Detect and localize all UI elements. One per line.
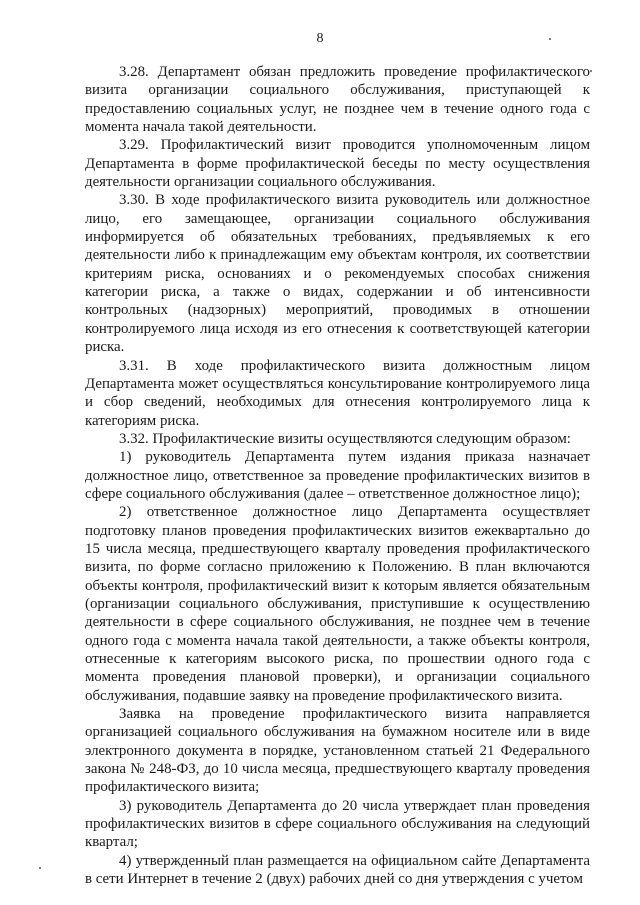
list-item-4: 4) утвержденный план размещается на официальном сайте Департамента в сети Интернет в течение 2 (двух) рабочих дней со дня утверждения с учетом (85, 852, 590, 888)
paragraph-3-29: 3.29. Профилактический визит проводится уполномоченным лицом Департамента в форме профилактической беседы по месту осуществления деятельности организации социального обслуживания. (85, 137, 590, 191)
paragraph-3-30: 3.30. В ходе профилактического визита руководитель или должностное лицо, его замещающее, организации социального обслуживания информируется об обязательных требованиях, предъявляемых к его деятельности либо к принадлежащим ему объектам контроля, их соответствии критериям риска, основаниях и о рекомендуемых способах снижения категории риска, а также о видах, содержании и об интенсивности контрольных (надзорных) мероприятий, проводимых в отношении контролируемого лица исходя из его отнесения к соответствующей категории риска. (85, 192, 590, 356)
page-number: 8 (316, 31, 324, 46)
paragraph-3-32: 3.32. Профилактические визиты осуществляются следующим образом: (119, 430, 571, 447)
list-item-1: 1) руководитель Департамента путем издания приказа назначает должностное лицо, ответственное за проведение профилактических визитов в сфере социального обслуживания (далее – ответственное должностное лицо); (85, 449, 590, 502)
scan-speck (549, 38, 551, 40)
document-body (85, 63, 590, 888)
scan-speck (39, 867, 41, 869)
paragraph-3-28: 3.28. Департамент обязан предложить проведение профилактического визита организации социального обслуживания, приступающей к предоставлению социальных услуг, не позднее чем в течение одного года с момента начала такой деятельности. (85, 64, 590, 136)
list-item-2: 2) ответственное должностное лицо Департамента осуществляет подготовку планов проведения профилактических визитов ежеквартально до 15 числа месяца, предшествующего кварталу проведения профилактического визита, по форме согласно приложению к Положению. В план включаются объекты контроля, профилактический визит к которым является обязательным (организации социального обслуживания, приступившие к осуществлению деятельности в сфере социального обслуживания, не позднее чем в течение одного года с момента начала такой деятельности, а также объекты контроля, отнесенные к категориям высокого риска, по прошествии одного года с момента проведения плановой проверки), и организации социального обслуживания, подавшие заявку на проведение профилактического визита. (85, 504, 590, 704)
paragraph-application: Заявка на проведение профилактического визита направляется организацией социального обслуживания на бумажном носителе или в виде электронного документа в порядке, установленном статьей 21 Федерального закона № 248-ФЗ, до 10 числа месяца, предшествующего кварталу проведения профилактического визита; (85, 706, 590, 796)
paragraph-3-31: 3.31. В ходе профилактического визита должностным лицом Департамента может осуществляться консультирование контролируемого лица и сбор сведений, необходимых для отнесения контролируемого лица к категориям риска. (85, 357, 590, 429)
scan-speck (590, 70, 592, 72)
list-item-3: 3) руководитель Департамента до 20 числа утверждает план проведения профилактических визитов в сфере социального обслуживания на следующий квартал; (85, 797, 590, 851)
